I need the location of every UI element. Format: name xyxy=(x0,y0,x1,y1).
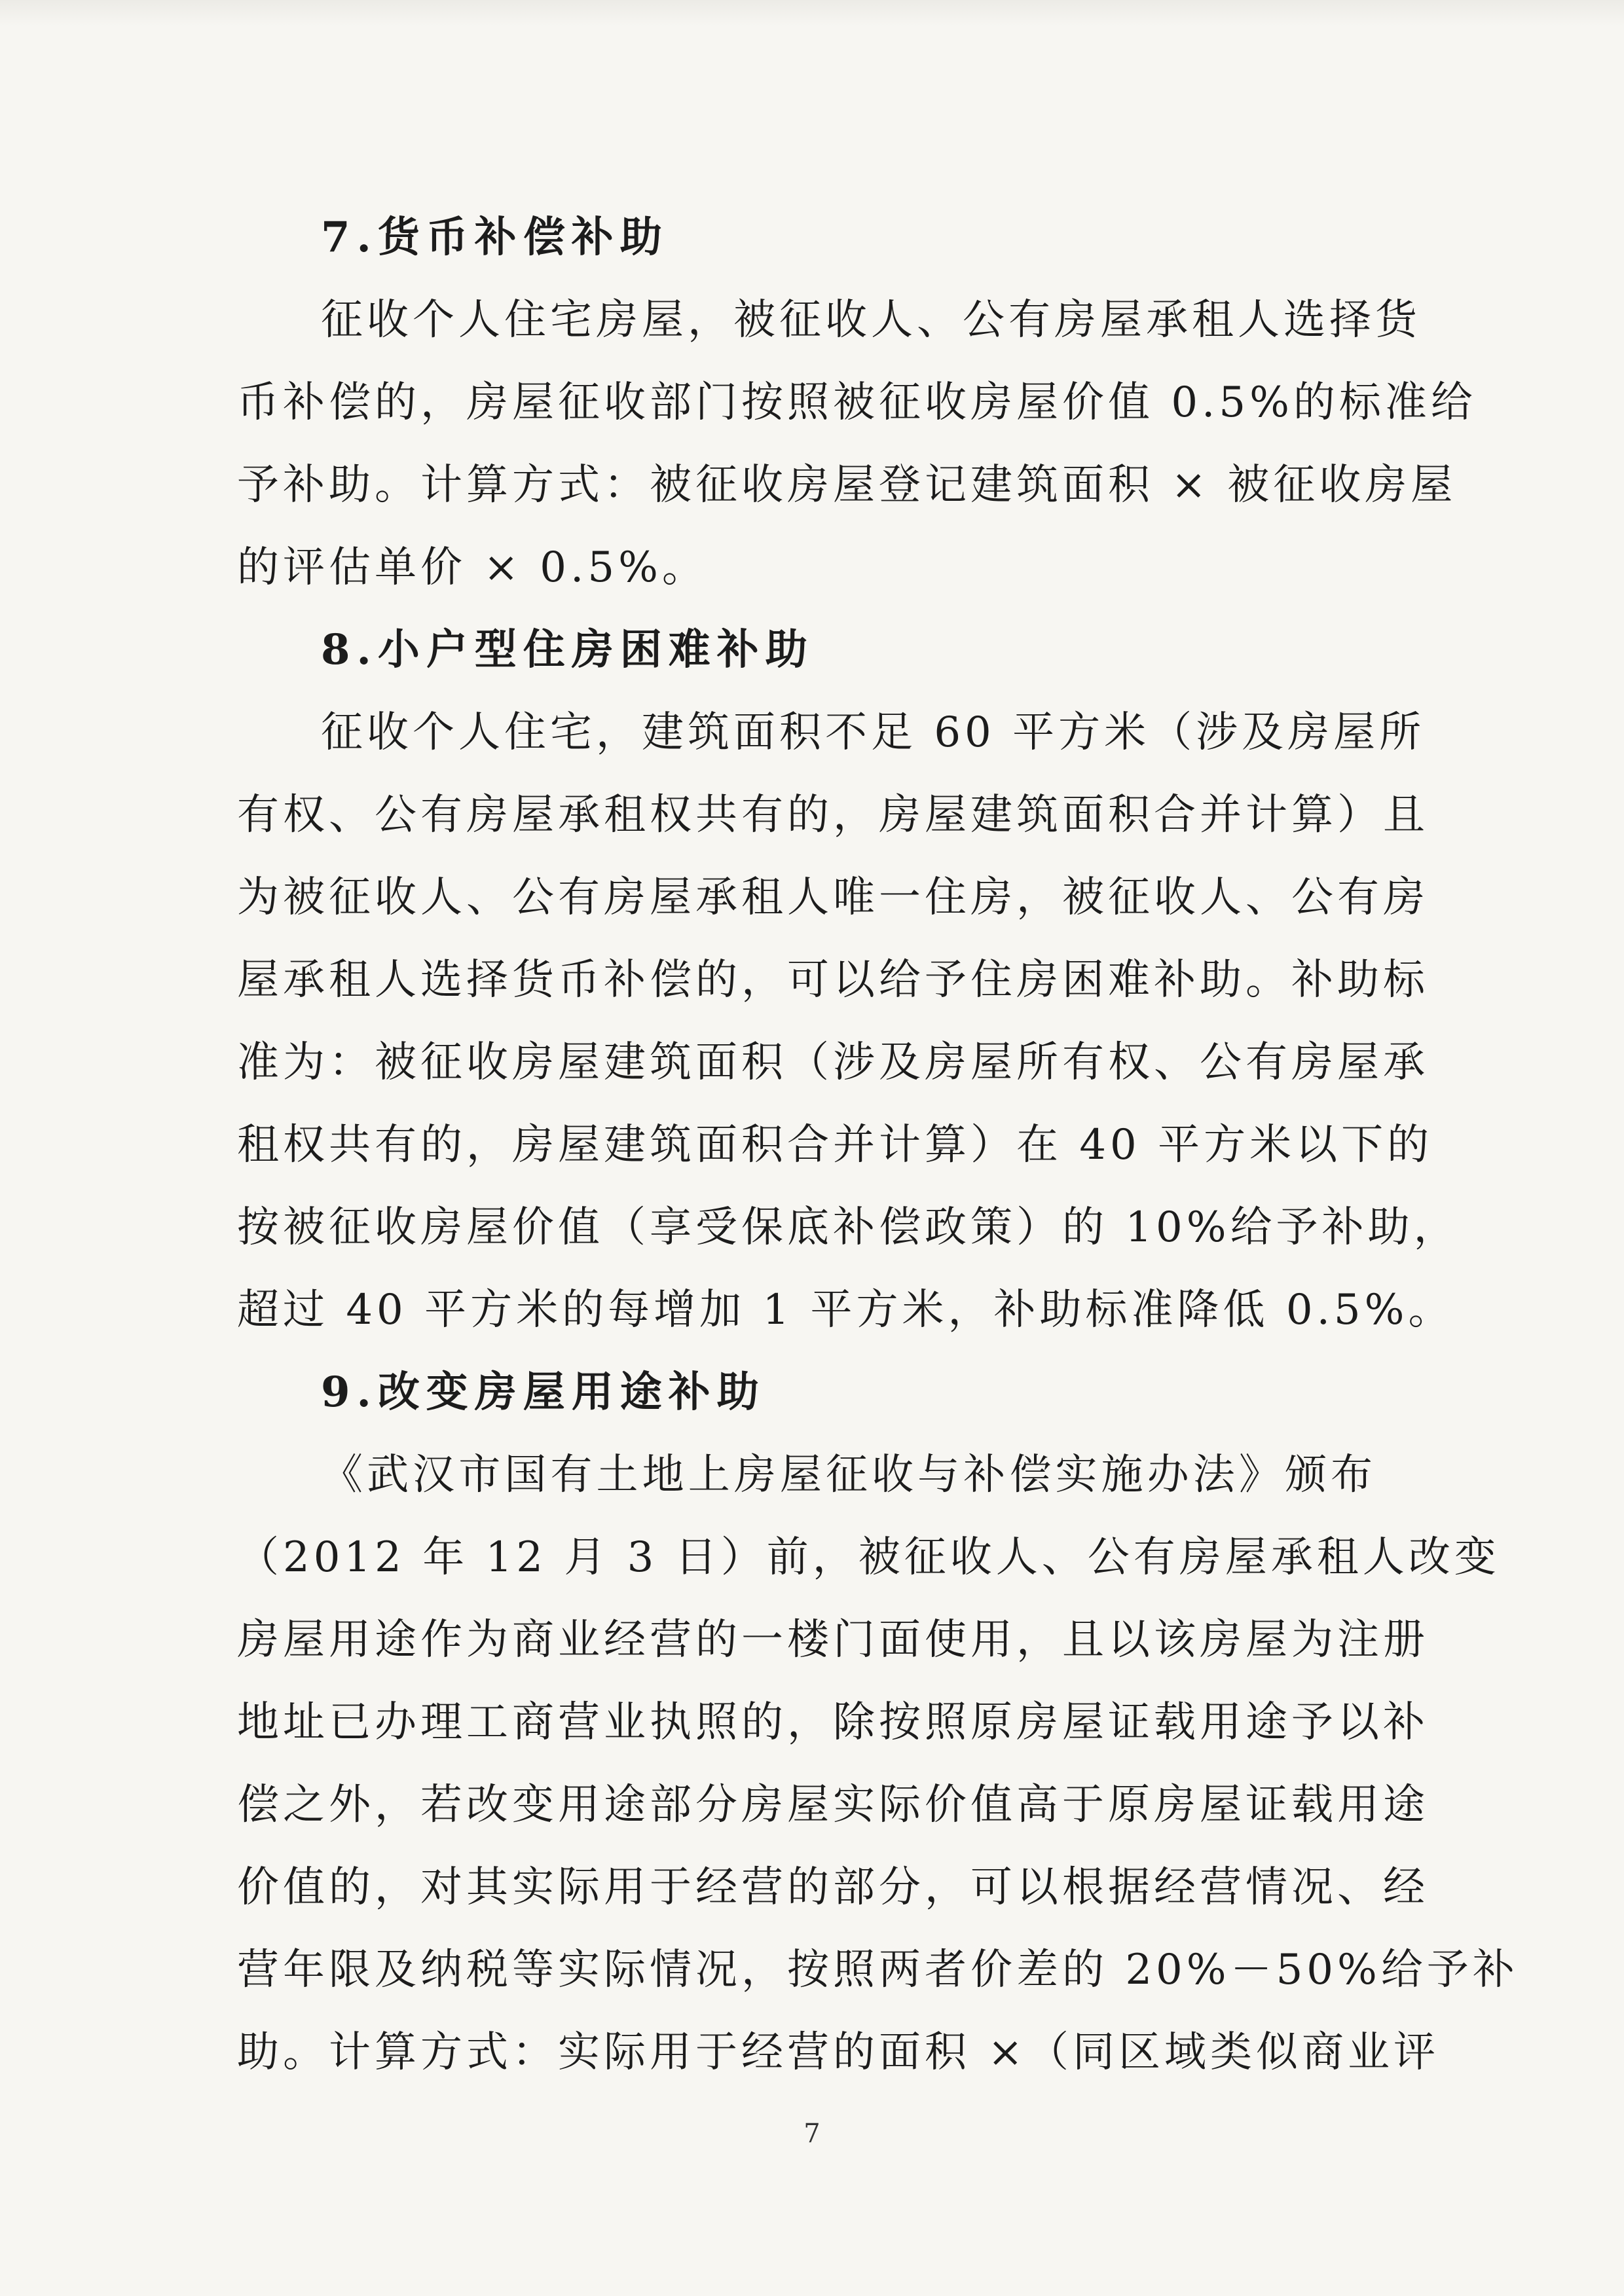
section-7-line-3: 予补助。计算方式：被征收房屋登记建筑面积 × 被征收房屋 xyxy=(237,461,1457,509)
section-8-line-4: 屋承租人选择货币补偿的，可以给予住房困难补助。补助标 xyxy=(237,956,1429,1004)
section-8-line-3: 为被征收人、公有房屋承租人唯一住房，被征收人、公有房 xyxy=(237,873,1429,922)
section-9-heading: 9.改变房屋用途补助 xyxy=(321,1368,766,1417)
section-8-line-2: 有权、公有房屋承租权共有的，房屋建筑面积合并计算）且 xyxy=(237,791,1429,839)
section-9-line-3: 房屋用途作为商业经营的一楼门面使用，且以该房屋为注册 xyxy=(237,1616,1429,1664)
section-9-line-1: 《武汉市国有土地上房屋征收与补偿实施办法》颁布 xyxy=(321,1451,1376,1499)
section-8-line-7: 按被征收房屋价值（享受保底补偿政策）的 10%给予补助， xyxy=(237,1203,1460,1252)
section-9-line-6: 价值的，对其实际用于经营的部分，可以根据经营情况、经 xyxy=(237,1863,1429,1912)
section-8-heading: 8.小户型住房困难补助 xyxy=(321,625,814,674)
section-7-line-2: 币补偿的，房屋征收部门按照被征收房屋价值 0.5%的标准给 xyxy=(237,378,1477,427)
section-8-line-6: 租权共有的，房屋建筑面积合并计算）在 40 平方米以下的 xyxy=(237,1121,1433,1169)
section-7-line-1: 征收个人住宅房屋，被征收人、公有房屋承租人选择货 xyxy=(321,296,1421,344)
section-9-line-7: 营年限及纳税等实际情况，按照两者价差的 20%－50%给予补 xyxy=(237,1946,1519,1994)
section-8-line-5: 准为：被征收房屋建筑面积（涉及房屋所有权、公有房屋承 xyxy=(237,1038,1429,1087)
section-8-line-1: 征收个人住宅，建筑面积不足 60 平方米（涉及房屋所 xyxy=(321,708,1426,757)
scan-edge-shadow xyxy=(0,0,1624,26)
section-9-line-5: 偿之外，若改变用途部分房屋实际价值高于原房屋证载用途 xyxy=(237,1781,1429,1829)
section-8-line-8: 超过 40 平方米的每增加 1 平方米，补助标准降低 0.5%。 xyxy=(237,1286,1454,1334)
section-9-line-2: （2012 年 12 月 3 日）前，被征收人、公有房屋承租人改变 xyxy=(237,1533,1500,1582)
page-number: 7 xyxy=(803,2119,821,2149)
section-9-line-8: 助。计算方式：实际用于经营的面积 ×（同区域类似商业评 xyxy=(237,2028,1439,2077)
document-body xyxy=(237,196,1519,2094)
section-9-line-4: 地址已办理工商营业执照的，除按照原房屋证载用途予以补 xyxy=(237,1698,1429,1747)
section-7-line-4: 的评估单价 × 0.5%。 xyxy=(237,543,708,592)
section-7-heading: 7.货币补偿补助 xyxy=(321,213,669,262)
